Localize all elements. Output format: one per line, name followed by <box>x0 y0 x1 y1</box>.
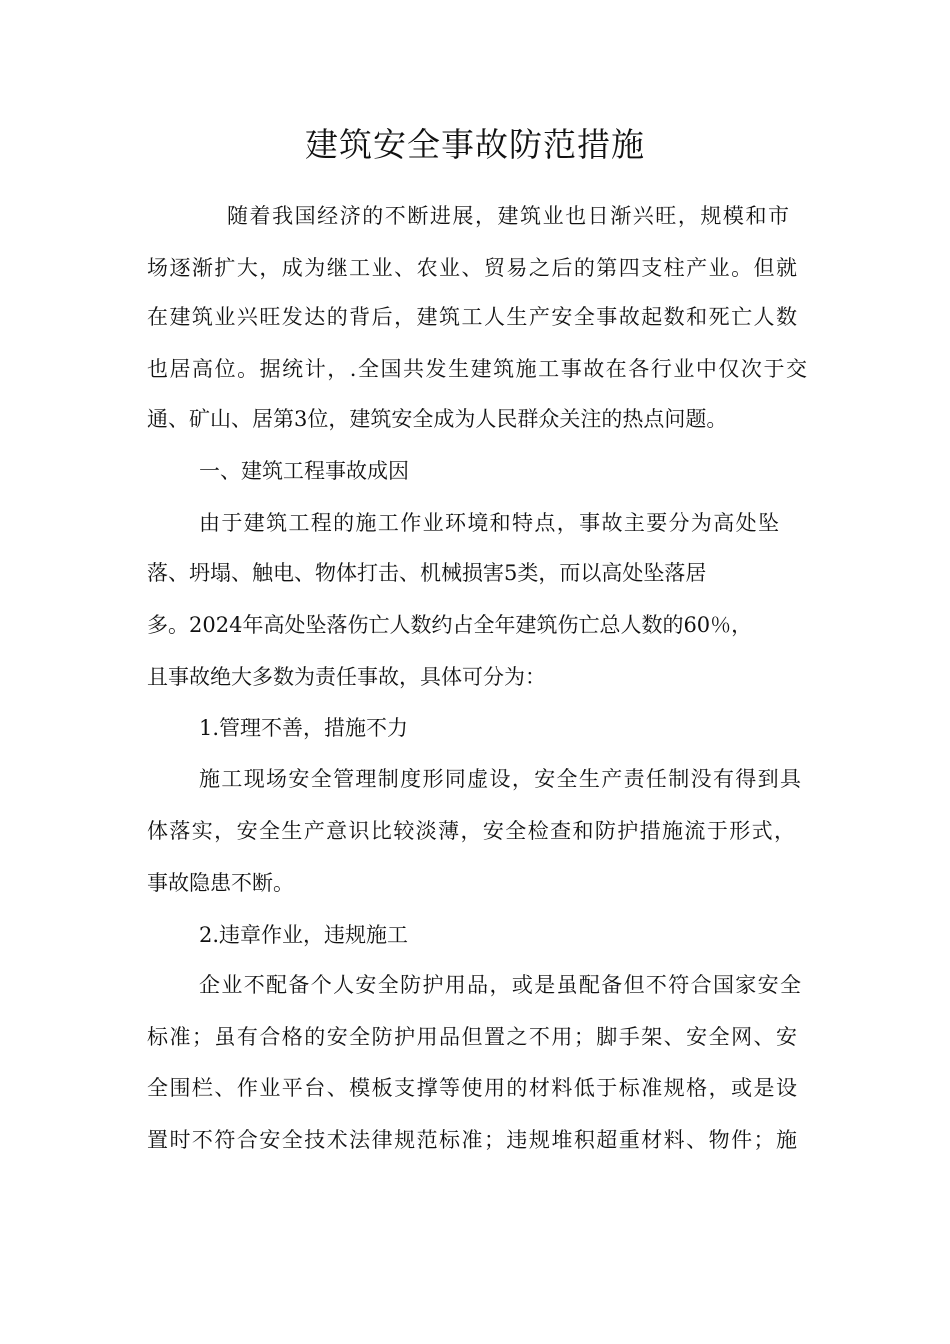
body-line: 场逐渐扩大，成为继工业、农业、贸易之后的第四支柱产业。但就 <box>147 256 797 280</box>
body-line: 在建筑业兴旺发达的背后，建筑工人生产安全事故起数和死亡人数 <box>147 305 797 329</box>
body-line: 通、矿山、居第3位，建筑安全成为人民群众关注的热点问题。 <box>147 407 728 431</box>
body-line: 落、坍塌、触电、物体打击、机械损害5类，而以高处坠落居 <box>147 561 707 585</box>
body-line: 施工现场安全管理制度形同虚设，安全生产责任制没有得到具 <box>199 767 801 791</box>
body-line: 也居高位。据统计，.全国共发生建筑施工事故在各行业中仅次于交 <box>147 357 807 381</box>
body-line: 标准；虽有合格的安全防护用品但置之不用；脚手架、安全网、安 <box>147 1025 797 1049</box>
document-title: 建筑安全事故防范措施 <box>305 125 645 164</box>
body-line: 企业不配备个人安全防护用品，或是虽配备但不符合国家安全 <box>199 973 801 997</box>
section-heading: 一、建筑工程事故成因 <box>199 459 409 483</box>
body-line: 置时不符合安全技术法律规范标准；违规堆积超重材料、物件；施 <box>147 1128 797 1152</box>
body-line: 多。2024年高处坠落伤亡人数约占全年建筑伤亡总人数的60％， <box>147 613 753 637</box>
body-line: 且事故绝大多数为责任事故，具体可分为： <box>147 665 546 689</box>
body-line: 随着我国经济的不断进展，建筑业也日渐兴旺，规模和市 <box>227 204 789 228</box>
body-line: 事故隐患不断。 <box>147 871 294 895</box>
subsection-heading: 2.违章作业，违规施工 <box>199 923 409 947</box>
body-line: 由于建筑工程的施工作业环境和特点，事故主要分为高处坠 <box>199 511 779 535</box>
subsection-heading: 1.管理不善，措施不力 <box>199 716 409 740</box>
body-line: 全围栏、作业平台、模板支撑等使用的材料低于标准规格，或是设 <box>147 1076 797 1100</box>
body-line: 体落实，安全生产意识比较淡薄，安全检查和防护措施流于形式， <box>147 819 795 843</box>
